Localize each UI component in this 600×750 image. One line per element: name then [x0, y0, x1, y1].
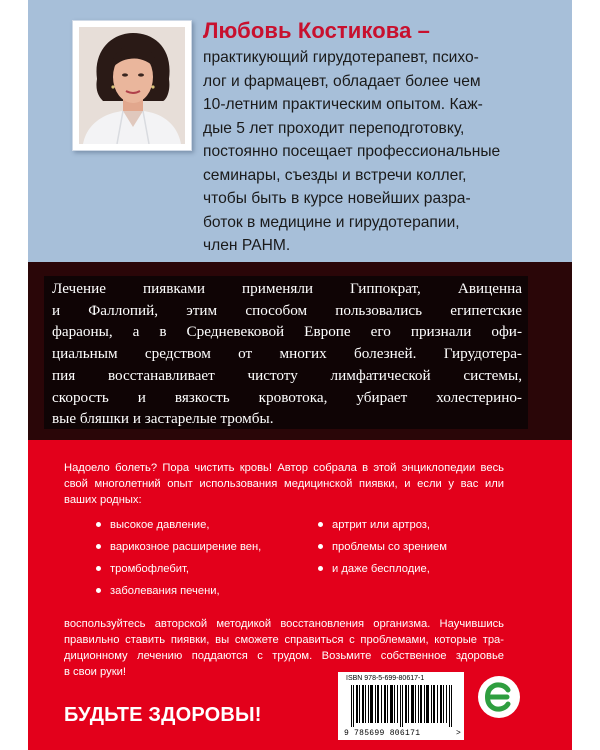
- history-section: [28, 262, 572, 440]
- condition-label: тромбофлебит,: [110, 563, 189, 575]
- author-bio-line: лог и фармацевт, обладает более чем: [203, 72, 481, 90]
- promo-outro-line: воспользуйтесь авторской методикой восстановления организма. Научившись: [64, 618, 504, 630]
- history-line: вые бляшки и застарелые тромбы.: [52, 410, 274, 428]
- history-line: скорость и вязкость кровотока, убирает холестерино-: [52, 388, 522, 406]
- author-portrait-image: [79, 27, 185, 144]
- author-bio-line: постоянно посещает профессиональные: [203, 143, 501, 160]
- promo-outro-line: правильно ставить пиявки, вы сможете справиться с проблемами, которые тра-: [64, 634, 504, 646]
- condition-item: [96, 562, 261, 584]
- history-line: циальным средством от многих болезней. Гирудотера-: [52, 345, 522, 363]
- promo-intro-line: Надоело болеть? Пора чистить кровь! Автор собрала в этой энциклопедии весь: [64, 462, 504, 474]
- conditions-list-left: [96, 518, 261, 606]
- condition-label: проблемы со зрением: [332, 541, 447, 553]
- slogan: БУДЬТЕ ЗДОРОВЫ!: [64, 704, 262, 726]
- author-photo: [79, 27, 185, 144]
- promo-outro-line: диционному лечению поддаются с трудом. Возьмите собственное здоровье: [64, 650, 504, 662]
- ean-digits: 785699 806171: [354, 729, 421, 738]
- condition-item: [96, 584, 261, 606]
- promo-outro: [64, 616, 504, 680]
- promo-intro: [64, 460, 504, 508]
- condition-label: высокое давление,: [110, 519, 210, 531]
- bullet-icon: [96, 588, 101, 593]
- barcode-bars-icon: [351, 685, 453, 727]
- promo-section: [28, 440, 572, 750]
- promo-outro-line: в свои руки!: [64, 666, 126, 678]
- history-text: [52, 278, 522, 430]
- history-line: фараоны, а в Средневековой Европе его признали офи-: [52, 323, 522, 341]
- ean-end-mark: >: [456, 729, 461, 738]
- barcode: [338, 672, 464, 740]
- condition-label: варикозное расширение вен,: [110, 541, 262, 553]
- history-line: пия восстанавливает чистоту лимфатической системы,: [52, 366, 522, 384]
- condition-label: заболевания печени,: [110, 585, 220, 597]
- author-bio-line: практикующий гирудотерапевт, психо-: [203, 49, 479, 66]
- author-photo-frame: [72, 20, 192, 151]
- book-back-cover: [28, 0, 572, 750]
- condition-label: артрит или артроз,: [332, 519, 431, 531]
- promo-intro-line: ваших родных:: [64, 494, 142, 506]
- bullet-icon: [318, 544, 323, 549]
- condition-item: [318, 518, 447, 540]
- author-bio-line: член РАНМ.: [203, 237, 291, 254]
- bullet-icon: [96, 522, 101, 527]
- ean-first-digit: 9: [344, 729, 349, 738]
- author-section: [28, 0, 572, 262]
- isbn-label: ISBN 978-5-699-80617-1: [346, 675, 425, 682]
- author-bio-line: дые 5 лет проходит переподготовку,: [203, 119, 465, 137]
- author-bio-line: боток в медицине и гирудотерапии,: [203, 213, 460, 231]
- condition-item: [96, 540, 261, 562]
- condition-item: [318, 540, 447, 562]
- history-line: Лечение пиявками применяли Гиппократ, Авиценна: [52, 280, 522, 297]
- condition-item: [318, 562, 447, 584]
- promo-intro-line: свой многолетний опыт использования медицинской пиявки, и если у вас или: [64, 478, 504, 490]
- condition-label: и даже бесплодие,: [332, 563, 430, 575]
- bullet-icon: [96, 544, 101, 549]
- author-bio: [203, 46, 503, 258]
- bullet-icon: [318, 566, 323, 571]
- bullet-icon: [96, 566, 101, 571]
- author-bio-line: 10-летним практическим опытом. Каж-: [203, 96, 483, 113]
- condition-item: [96, 518, 261, 540]
- history-line: и Фаллопий, этим способом пользовались египетские: [52, 301, 522, 319]
- publisher-logo-icon: [477, 675, 521, 719]
- bullet-icon: [318, 522, 323, 527]
- author-name: Любовь Костикова –: [203, 18, 431, 43]
- author-bio-line: семинары, съезды и встречи коллег,: [203, 166, 467, 184]
- conditions-list-right: [318, 518, 447, 584]
- author-bio-line: чтобы быть в курсе новейших разра-: [203, 190, 471, 207]
